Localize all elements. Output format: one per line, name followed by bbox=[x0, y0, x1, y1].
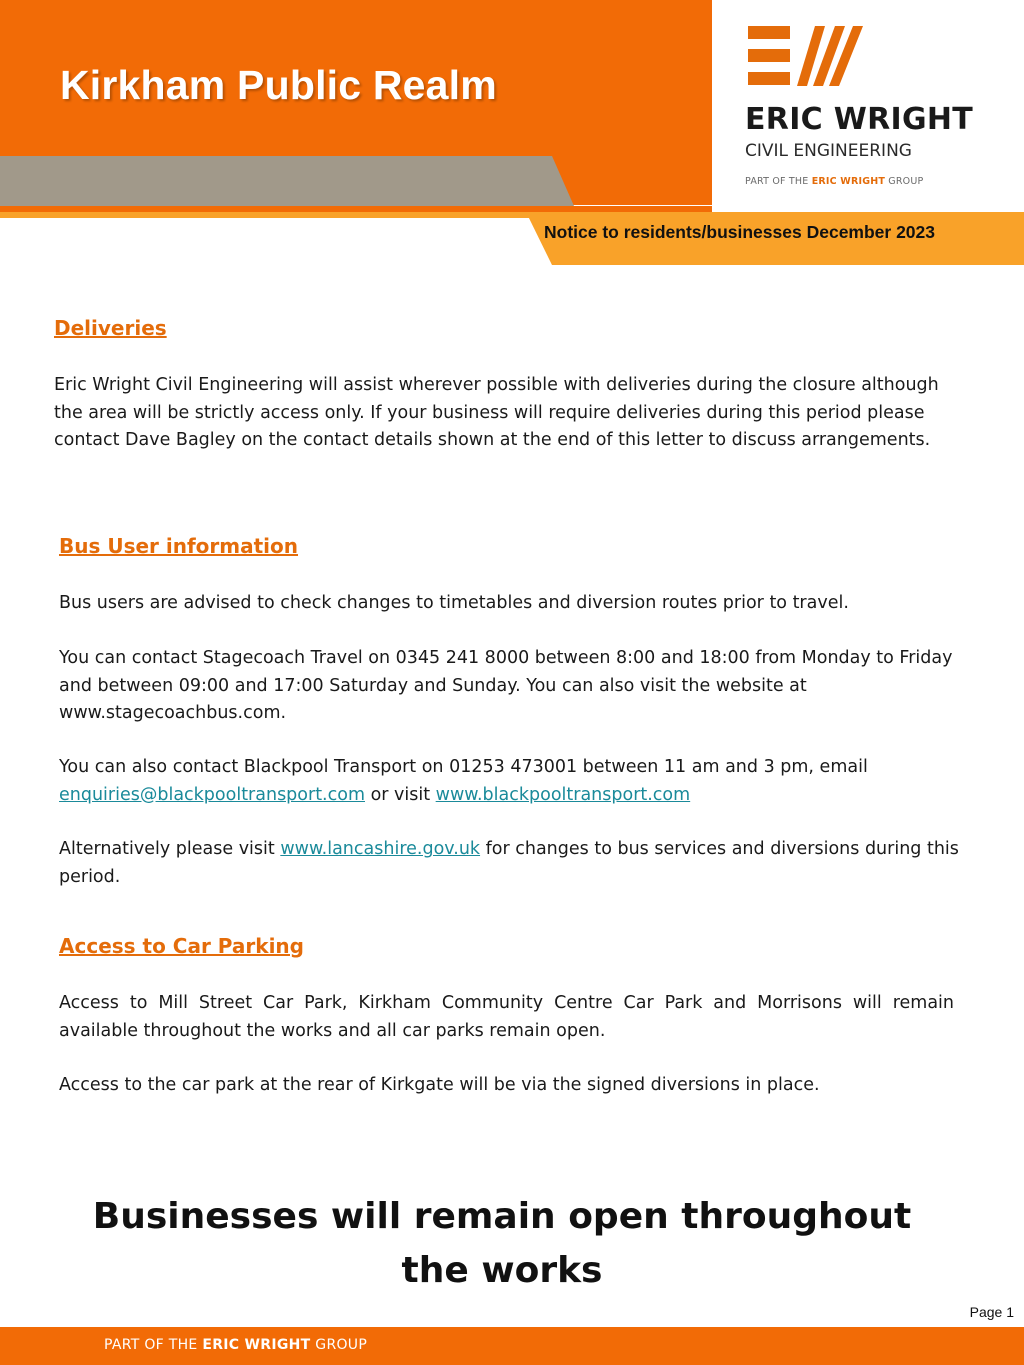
footer-group-line: PART OF THE ERIC WRIGHT GROUP bbox=[104, 1337, 368, 1353]
bus-text-4: Alternatively please visit www.lancashire.gov.uk for changes to bus services and diversions during this period. bbox=[59, 839, 959, 887]
logo-name: ERIC WRIGHT bbox=[745, 102, 974, 137]
lancashire-website-link[interactable]: www.lancashire.gov.uk bbox=[280, 839, 481, 859]
blackpool-email-link[interactable]: enquiries@blackpooltransport.com bbox=[59, 784, 365, 805]
page-title: Kirkham Public Realm bbox=[60, 62, 497, 108]
header-stripe-graphic bbox=[0, 150, 712, 212]
page-number: Page 1 bbox=[969, 1304, 1014, 1320]
bus-heading: Bus User information bbox=[59, 534, 299, 558]
bus-text-3: You can also contact Blackpool Transport on 01253 473001 between 11 am and 3 pm, email enquiries@blackpooltransport.com or visit www.blackpooltransport.com bbox=[59, 757, 868, 805]
ew-stripes-logo-icon bbox=[745, 24, 867, 90]
logo-subtitle: CIVIL ENGINEERING bbox=[745, 141, 912, 161]
logo-group-line: PART OF THE ERIC WRIGHT GROUP bbox=[745, 176, 924, 187]
parking-heading: Access to Car Parking bbox=[59, 934, 304, 958]
parking-text-1: Access to Mill Street Car Park, Kirkham Community Centre Car Park and Morrisons will remain available throughout the works and all car parks remain open. bbox=[59, 993, 954, 1041]
blackpool-website-link[interactable]: www.blackpooltransport.com bbox=[435, 784, 691, 805]
notice-label: Notice to residents/businesses December 2023 bbox=[544, 222, 936, 242]
bus-text-1: Bus users are advised to check changes to timetables and diversion routes prior to travel. bbox=[59, 593, 849, 613]
bus-text-2: You can contact Stagecoach Travel on 0345 241 8000 between 8:00 and 18:00 from Monday to Friday and between 09:00 and 17:00 Saturday and Sunday. You can also visit the website at www.stagecoachbus.com. bbox=[59, 648, 953, 723]
closing-message: Businesses will remain open throughout the works bbox=[92, 1196, 912, 1291]
deliveries-heading: Deliveries bbox=[54, 316, 167, 340]
parking-text-2: Access to the car park at the rear of Kirkgate will be via the signed diversions in place. bbox=[59, 1075, 820, 1095]
deliveries-text: Eric Wright Civil Engineering will assist wherever possible with deliveries during the closure although the area will be strictly access only. If your business will require deliveries during this period please contact Dave Bagley on the contact details shown at the end of this letter to discuss arrangements. bbox=[54, 375, 939, 450]
